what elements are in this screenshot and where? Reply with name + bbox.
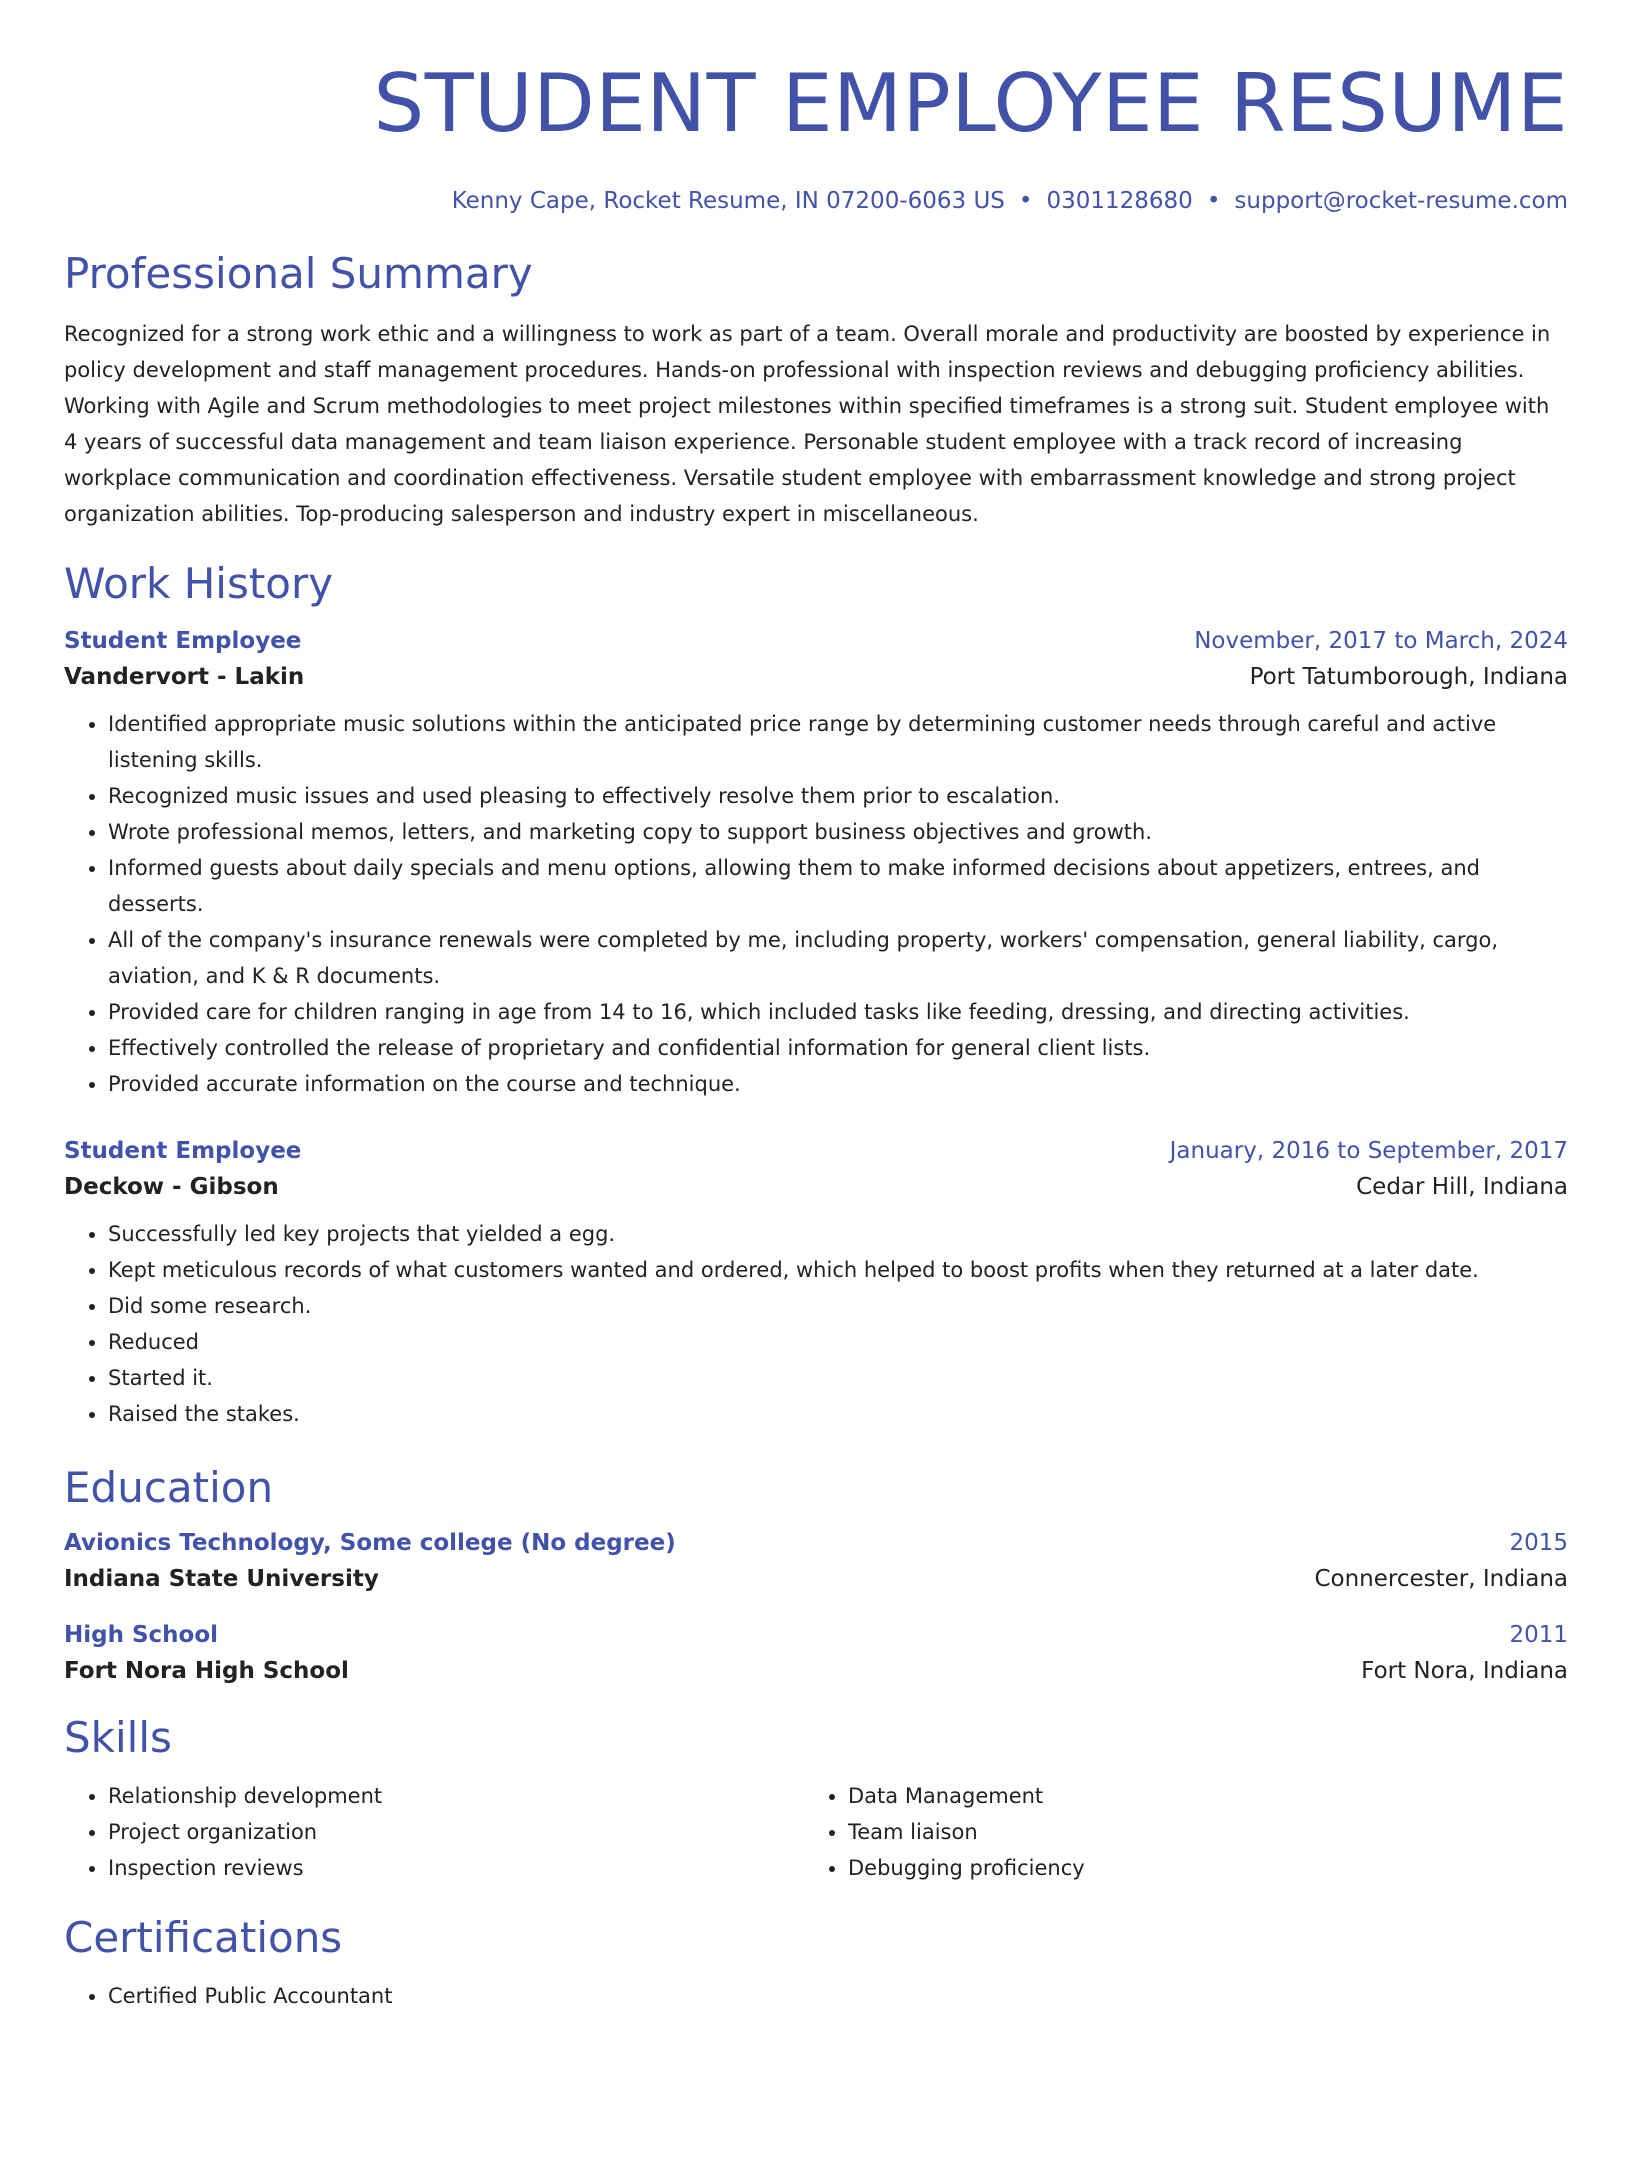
list-item: • Reduced: [108, 1324, 1568, 1360]
contact-line: [64, 188, 1568, 214]
list-item: • Successfully led key projects that yielded a egg.: [108, 1216, 1568, 1252]
contact-email: support@rocket-resume.com: [1234, 188, 1568, 214]
list-item: • Provided accurate information on the course and technique.: [108, 1066, 1568, 1102]
list-item: • Informed guests about daily specials and menu options, allowing them to make informed decisions about appetizers, entrees, and desserts.: [108, 850, 1568, 922]
job-bullet-list: [64, 706, 1568, 1102]
education-entry: [64, 1530, 1568, 1592]
list-item: • Recognized music issues and used pleasing to effectively resolve them prior to escalation.: [108, 778, 1568, 814]
job-bullet-list: [64, 1216, 1568, 1432]
list-item: • Relationship development: [108, 1778, 804, 1814]
skills-heading: Skills: [64, 1713, 172, 1762]
job-dates: November, 2017 to March, 2024: [1194, 628, 1568, 654]
list-item: • Wrote professional memos, letters, and marketing copy to support business objectives and growth.: [108, 814, 1568, 850]
job-entry: [64, 628, 1568, 1102]
job-employer: Deckow - Gibson: [64, 1174, 279, 1200]
job-location: Port Tatumborough, Indiana: [1249, 664, 1568, 690]
list-item: • Did some research.: [108, 1288, 1568, 1324]
contact-separator: •: [1206, 188, 1221, 214]
summary-text: Recognized for a strong work ethic and a willingness to work as part of a team. Overall morale and productivity are boosted by experience in policy development and staff management procedures. Hands-on professional with inspection reviews and debugging proficiency abilities. Working with Agile and Scrum methodologies to meet project milestones within specified timeframes is a strong suit. Student employee with 4 years of successful data management and team liaison experience. Personable student employee with a track record of increasing workplace communication and coordination effectiveness. Versatile student employee with embarrassment knowledge and strong project organization abilities. Top-producing salesperson and industry expert in miscellaneous.: [64, 322, 1551, 526]
job-role: Student Employee: [64, 1138, 302, 1164]
list-item: • Inspection reviews: [108, 1850, 804, 1886]
list-item: • Provided care for children ranging in age from 14 to 16, which included tasks like feeding, dressing, and directing activities.: [108, 994, 1568, 1030]
education-location: Fort Nora, Indiana: [1361, 1658, 1568, 1684]
list-item: • Kept meticulous records of what customers wanted and ordered, which helped to boost profits when they returned at a later date.: [108, 1252, 1568, 1288]
work-history-heading: Work History: [64, 559, 334, 608]
list-item: • Debugging proficiency: [848, 1850, 1544, 1886]
education-heading: Education: [64, 1463, 274, 1512]
certifications-list: [64, 1978, 1568, 2014]
list-item: • Team liaison: [848, 1814, 1544, 1850]
education-degree: Avionics Technology, Some college (No degree): [64, 1530, 676, 1556]
contact-phone: 0301128680: [1046, 188, 1193, 214]
education-year: 2015: [1509, 1530, 1568, 1556]
education-entry: [64, 1622, 1568, 1684]
education-school: Fort Nora High School: [64, 1658, 349, 1684]
summary-heading: Professional Summary: [64, 249, 533, 298]
job-role: Student Employee: [64, 628, 302, 654]
job-employer: Vandervort - Lakin: [64, 664, 305, 690]
list-item: • Project organization: [108, 1814, 804, 1850]
contact-separator: •: [1018, 188, 1033, 214]
education-school: Indiana State University: [64, 1566, 379, 1592]
education-degree: High School: [64, 1622, 219, 1648]
skills-column-right: [804, 1778, 1544, 1886]
list-item: • Identified appropriate music solutions within the anticipated price range by determining customer needs through careful and active listening skills.: [108, 706, 1568, 778]
education-location: Connercester, Indiana: [1314, 1566, 1568, 1592]
education-year: 2011: [1509, 1622, 1568, 1648]
list-item: • Raised the stakes.: [108, 1396, 1568, 1432]
list-item: • Data Management: [848, 1778, 1544, 1814]
skills-column-left: [64, 1778, 804, 1886]
contact-address: Kenny Cape, Rocket Resume, IN 07200-6063 US: [451, 188, 1005, 214]
job-entry: [64, 1138, 1568, 1432]
resume-page: [0, 58, 1632, 2014]
list-item: • Certified Public Accountant: [108, 1978, 1568, 2014]
certifications-heading: Certifications: [64, 1913, 343, 1962]
list-item: • Started it.: [108, 1360, 1568, 1396]
skills-grid: [64, 1778, 1568, 1886]
list-item: • Effectively controlled the release of proprietary and confidential information for general client lists.: [108, 1030, 1568, 1066]
job-location: Cedar Hill, Indiana: [1356, 1174, 1568, 1200]
list-item: • All of the company's insurance renewals were completed by me, including property, workers' compensation, general liability, cargo, aviation, and K & R documents.: [108, 922, 1568, 994]
resume-title: STUDENT EMPLOYEE RESUME: [373, 57, 1568, 150]
job-dates: January, 2016 to September, 2017: [1169, 1138, 1568, 1164]
